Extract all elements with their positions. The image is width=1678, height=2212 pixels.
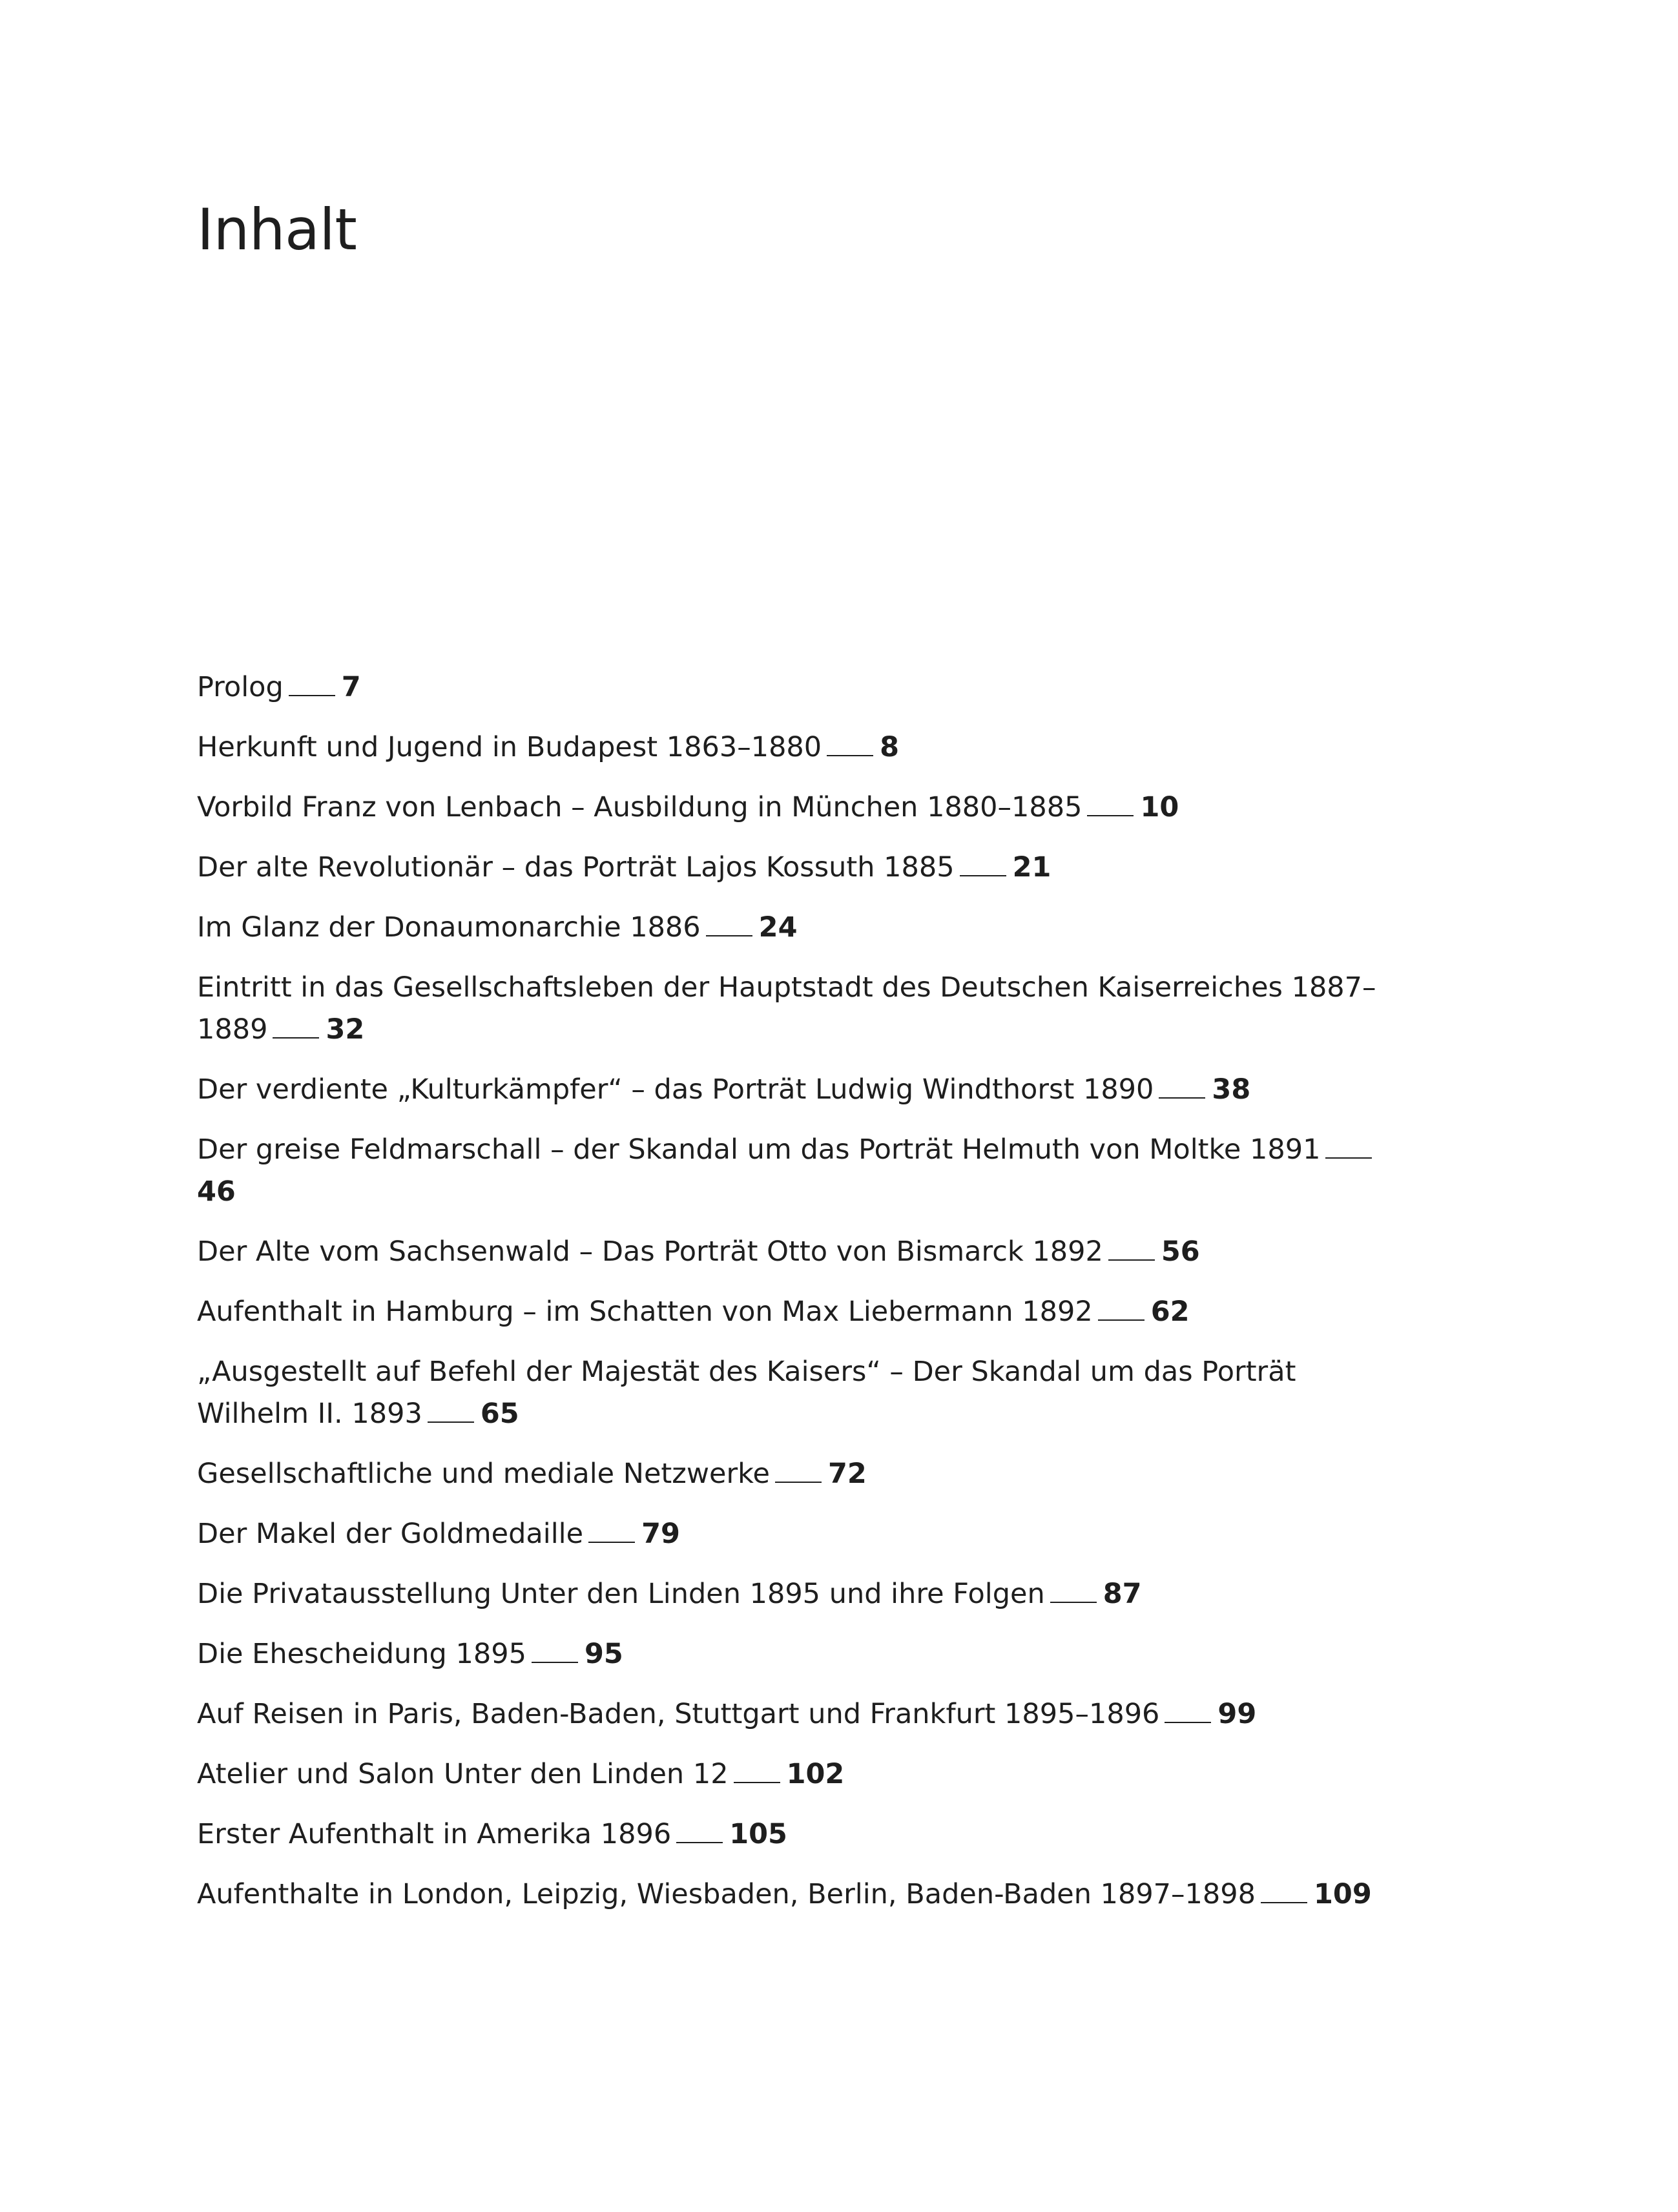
toc-entry-title: Der verdiente „Kulturkämpfer“ – das Porträt Ludwig Windthorst 1890 [197,1073,1154,1106]
toc-entry [197,727,1411,769]
toc-entry [197,1693,1411,1735]
toc-entry [197,1874,1411,1916]
toc-page-number: 109 [1313,1878,1372,1910]
toc-page-number: 65 [480,1398,519,1430]
toc-page-number: 105 [729,1818,787,1850]
toc-entry-title: Die Privatausstellung Unter den Linden 1895 und ihre Folgen [197,1578,1045,1610]
toc-page-number: 102 [786,1758,845,1790]
toc-entry-title: Der Makel der Goldmedaille [197,1518,584,1550]
toc-page-number: 21 [1012,851,1051,884]
toc-leader-line [1325,1157,1372,1159]
toc-leader-line [1159,1097,1205,1099]
toc-entry-title: Der alte Revolutionär – das Porträt Lajos Kossuth 1885 [197,851,955,884]
toc-leader-line [676,1842,723,1843]
toc-page-number: 99 [1217,1698,1257,1730]
toc-page-number: 32 [326,1013,365,1046]
toc-entry [197,1351,1411,1435]
toc-entry [197,1633,1411,1675]
toc-entry-title: Herkunft und Jugend in Budapest 1863–1880 [197,731,822,763]
toc-leader-line [775,1482,822,1483]
toc-entry [197,847,1411,889]
toc-leader-line [827,755,873,756]
toc-entry-title: Die Ehescheidung 1895 [197,1638,526,1670]
toc-page-number: 72 [827,1458,867,1490]
toc-leader-line [428,1421,474,1423]
toc-page-number: 38 [1212,1073,1251,1106]
toc-leader-line [532,1662,578,1663]
toc-entry-title: Vorbild Franz von Lenbach – Ausbildung in München 1880–1885 [197,791,1082,823]
toc-entry [197,1129,1411,1213]
toc-leader-line [588,1542,635,1543]
toc-entry [197,1814,1411,1855]
toc-leader-line [1108,1259,1155,1261]
toc-page-number: 95 [584,1638,623,1670]
toc-entry-title: Aufenthalte in London, Leipzig, Wiesbaden, Berlin, Baden-Baden 1897–1898 [197,1878,1256,1910]
toc-page-number: 87 [1103,1578,1142,1610]
toc-entry [197,1069,1411,1111]
toc-entry-title: Der Alte vom Sachsenwald – Das Porträt Otto von Bismarck 1892 [197,1235,1103,1268]
toc-entry-title: Aufenthalt in Hamburg – im Schatten von Max Liebermann 1892 [197,1296,1093,1328]
toc-entry [197,1231,1411,1273]
toc-entry-title: Erster Aufenthalt in Amerika 1896 [197,1818,672,1850]
toc-page-number: 56 [1161,1235,1200,1268]
toc-entry [197,667,1411,708]
toc-page-number: 7 [341,671,361,703]
toc-entry-title: Atelier und Salon Unter den Linden 12 [197,1758,729,1790]
toc-entry [197,907,1411,949]
toc-page-number: 79 [641,1518,680,1550]
toc-entry-title: „Ausgestellt auf Befehl der Majestät des Kaisers“ – Der Skandal um das Porträt Wilhelm II. 1893 [197,1356,1296,1430]
toc-leader-line [1050,1602,1097,1603]
toc-leader-line [734,1782,780,1783]
toc-entry [197,787,1411,829]
toc-leader-line [706,935,752,936]
toc-page-number: 24 [758,911,798,944]
toc-entry-title: Eintritt in das Gesellschaftsleben der Hauptstadt des Deutschen Kaiserreiches 1887–1889 [197,971,1376,1046]
toc-entry [197,1753,1411,1795]
toc-entry-title: Gesellschaftliche und mediale Netzwerke [197,1458,770,1490]
page-title: Inhalt [197,196,357,263]
toc-entry-title: Im Glanz der Donaumonarchie 1886 [197,911,701,944]
toc-page-number: 62 [1150,1296,1190,1328]
toc-leader-line [1165,1722,1211,1723]
toc-entry-title: Prolog [197,671,284,703]
toc-page-number: 10 [1140,791,1179,823]
toc-entry [197,1513,1411,1555]
toc-entry-title: Der greise Feldmarschall – der Skandal um das Porträt Helmuth von Moltke 1891 [197,1133,1321,1166]
toc-entry [197,967,1411,1051]
table-of-contents [197,667,1411,1934]
toc-entry [197,1573,1411,1615]
toc-entry [197,1453,1411,1495]
toc-leader-line [1098,1319,1145,1321]
toc-leader-line [289,695,335,696]
toc-entry [197,1291,1411,1333]
toc-leader-line [1261,1902,1307,1903]
toc-page-number: 8 [880,731,900,763]
toc-leader-line [273,1037,319,1039]
toc-leader-line [1087,815,1134,816]
toc-entry-title: Auf Reisen in Paris, Baden-Baden, Stuttgart und Frankfurt 1895–1896 [197,1698,1160,1730]
toc-leader-line [960,875,1006,876]
toc-page-number: 46 [197,1175,236,1208]
